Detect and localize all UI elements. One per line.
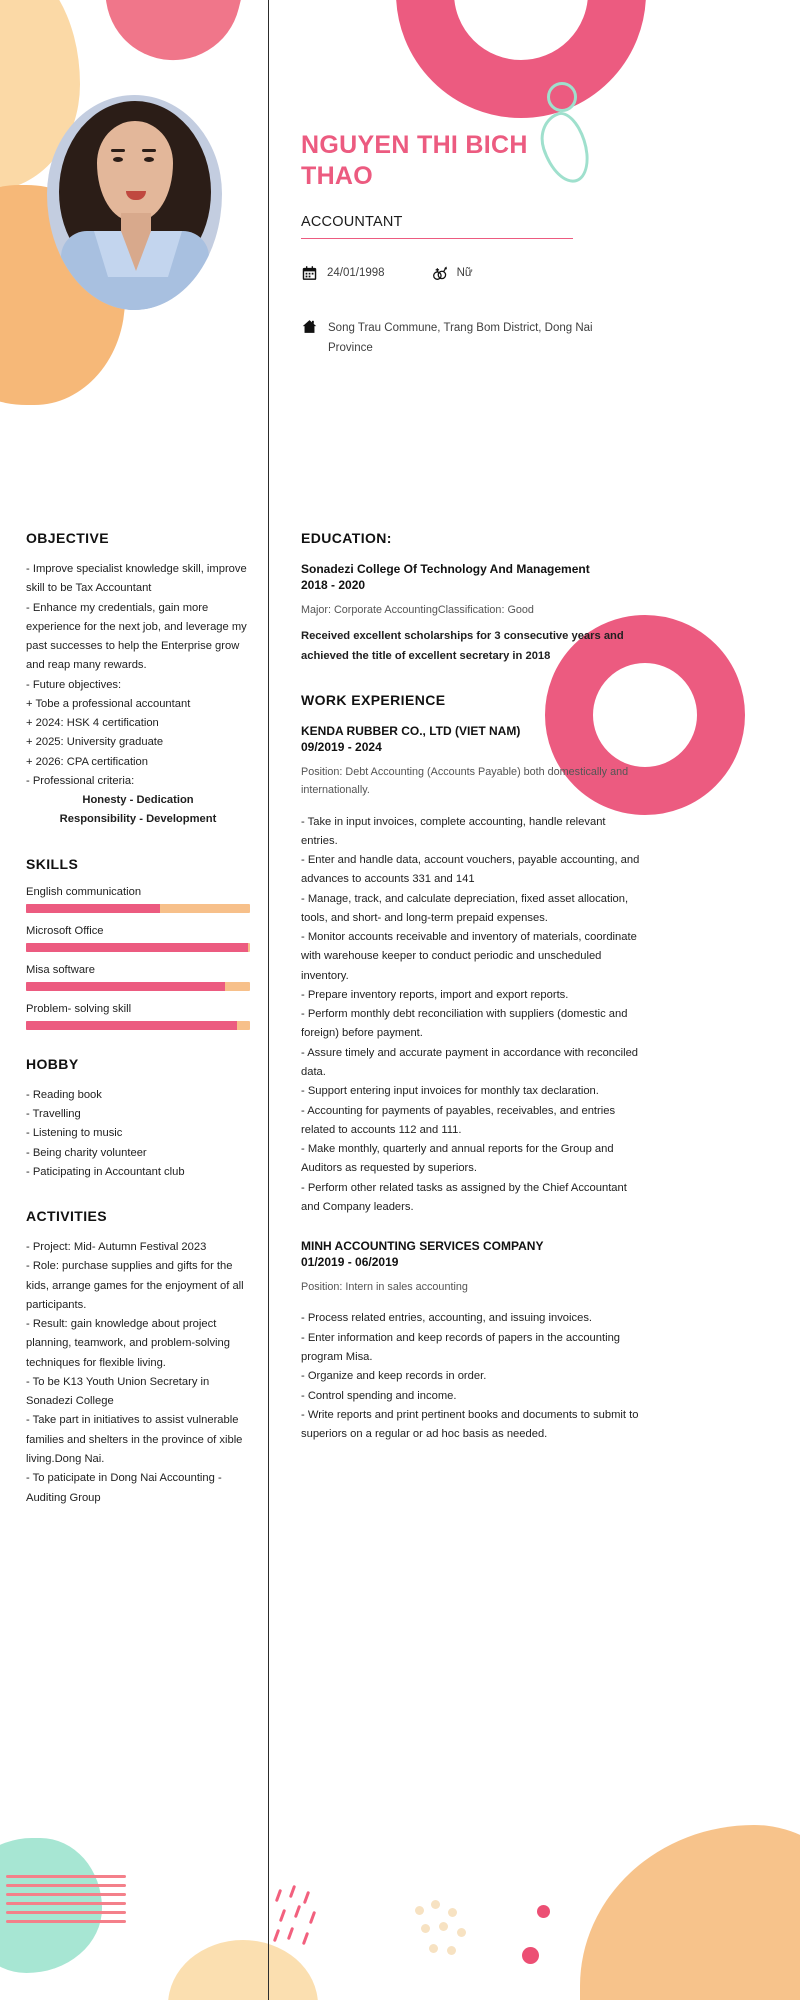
skill-label: English communication [26,885,142,898]
objective-line: + 2026: CPA certification [26,755,148,768]
objective-line: + Tobe a professional accountant [26,697,191,710]
skill-label: Misa software [26,963,96,976]
skill-bar-fill [26,904,160,913]
work-duty: - Enter and handle data, account vouchers, payable accounting, and advances to accounts 331 and 141 [301,854,640,886]
work-duty: - Take in input invoices, complete accounting, handle relevant entries. [301,815,606,847]
skill-item [26,964,250,991]
work-duty: - Manage, track, and calculate depreciation, fixed asset allocation, tools, and short- and long-term prepaid expenses. [301,892,629,924]
objective-line: - Professional criteria: [26,774,135,787]
skill-bar-track [26,982,250,991]
work-duty: - Control spending and income. [301,1389,457,1402]
section-education [301,530,641,666]
education-detail: Major: Corporate AccountingClassification: Good [301,604,534,616]
activity-item: - To be K13 Youth Union Secretary in Sonadezi College [26,1375,210,1408]
address-value: Song Trau Commune, Trang Bom District, Dong Nai Province [328,321,593,354]
skill-label: Problem- solving skill [26,1002,132,1015]
work-duty: - Make monthly, quarterly and annual reports for the Group and Auditors as requested by superiors. [301,1143,614,1175]
work-duty: - Write reports and print pertinent books and documents to submit to superiors on a regular or ad hoc basis as needed. [301,1408,639,1441]
work-duty: - Perform other related tasks as assigned by the Chief Accountant and Company leaders. [301,1181,627,1213]
resume-header [269,0,800,358]
hobby-heading: HOBBY [26,1055,79,1072]
skill-bar-track [26,904,250,913]
address-item [301,318,606,358]
work-position: Position: Debt Accounting (Accounts Payable) both domestically and internationally. [301,765,629,797]
skill-bar-track [26,943,250,952]
activity-item: - Project: Mid- Autumn Festival 2023 [26,1241,207,1254]
activities-heading: ACTIVITIES [26,1208,108,1225]
work-company: MINH ACCOUNTING SERVICES COMPANY [301,1239,544,1254]
work-duty: - Perform monthly debt reconciliation with suppliers (domestic and foreign) before payment. [301,1008,628,1040]
activity-item: - Role: purchase supplies and gifts for the kids, arrange games for the enjoyment of all participants. [26,1260,244,1311]
skill-item [26,1003,250,1030]
personal-info-row [301,265,760,282]
skills-heading: SKILLS [26,855,79,872]
gender-icon [431,265,448,282]
hobby-item: - Travelling [26,1107,81,1120]
objective-motto-line-1: Honesty - Dedication [82,794,194,807]
skill-item [26,925,250,952]
gender-item [431,265,473,282]
work-dates: 01/2019 - 06/2019 [301,1255,399,1270]
work-duty: - Prepare inventory reports, import and export reports. [301,988,569,1001]
profile-photo [47,95,222,310]
gender-value: Nữ [456,267,473,279]
work-duty: - Support entering input invoices for monthly tax declaration. [301,1085,599,1098]
work-duty: - Enter information and keep records of papers in the accounting program Misa. [301,1331,621,1364]
objective-line: - Future objectives: [26,678,122,691]
activity-item: - Result: gain knowledge about project planning, teamwork, and problem-solving techniques for flexible living. [26,1318,230,1369]
education-extra: Received excellent scholarships for 3 consecutive years and achieved the title of excellent secretary in 2018 [301,630,624,662]
objective-line: - Enhance my credentials, gain more experience for the next job, and leverage my past successes to help the Enterprise grow and reap many rewards. [26,601,247,672]
work-entry [301,722,641,1217]
right-column [269,0,800,2000]
work-entry [301,1237,641,1444]
objective-motto-line-2: Responsibility - Development [59,813,217,826]
work-duty: - Assure timely and accurate payment in accordance with reconciled data. [301,1046,639,1079]
hobby-item: - Being charity volunteer [26,1146,147,1159]
calendar-icon [301,265,318,282]
home-icon [301,318,318,335]
work-duty: - Accounting for payments of payables, receivables, and entries related to accounts 112 and 111. [301,1104,616,1136]
job-title: ACCOUNTANT [301,213,403,230]
section-skills [26,856,250,1030]
work-heading: WORK EXPERIENCE [301,691,446,708]
skill-bar-track [26,1021,250,1030]
work-duty: - Process related entries, accounting, and issuing invoices. [301,1312,593,1325]
hobby-item: - Listening to music [26,1127,123,1140]
work-duty: - Organize and keep records in order. [301,1370,487,1383]
activity-item: - To paticipate in Dong Nai Accounting - Auditing Group [26,1472,222,1504]
right-content [301,530,641,1470]
skill-bar-fill [26,1021,237,1030]
birthdate-value: 24/01/1998 [327,267,385,279]
activity-item: - Take part in initiatives to assist vulnerable families and shelters in the province of xible living.Dong Nai. [26,1414,243,1465]
skill-bar-fill [26,982,225,991]
left-column [0,0,268,2000]
skill-label: Microsoft Office [26,924,104,937]
hobby-item: - Reading book [26,1088,102,1101]
objective-line: + 2025: University graduate [26,736,164,749]
section-hobby [26,1056,250,1182]
hobby-item: - Paticipating in Accountant club [26,1165,185,1178]
education-school: Sonadezi College Of Technology And Management [301,562,590,576]
job-title-row [301,213,573,239]
objective-line: + 2024: HSK 4 certification [26,717,159,730]
work-dates: 09/2019 - 2024 [301,739,382,754]
education-dates: 2018 - 2020 [301,578,366,592]
section-objective [26,530,250,830]
objective-line: - Improve specialist knowledge skill, improve skill to be Tax Accountant [26,563,247,595]
objective-heading: OBJECTIVE [26,530,109,546]
work-company: KENDA RUBBER CO., LTD (VIET NAM) [301,723,521,738]
section-activities [26,1208,250,1508]
education-heading: EDUCATION: [301,530,392,546]
skill-item [26,886,250,913]
work-position: Position: Intern in sales accounting [301,1281,468,1294]
left-content [26,530,250,1534]
candidate-name: NGUYEN THI BICH THAO [301,131,528,191]
skill-bar-fill [26,943,248,952]
birthdate-item [301,265,385,282]
work-duty: - Monitor accounts receivable and inventory of materials, coordinate with warehouse keeper to conduct periodic and unscheduled inventory. [301,931,637,982]
section-work-experience [301,692,641,1444]
